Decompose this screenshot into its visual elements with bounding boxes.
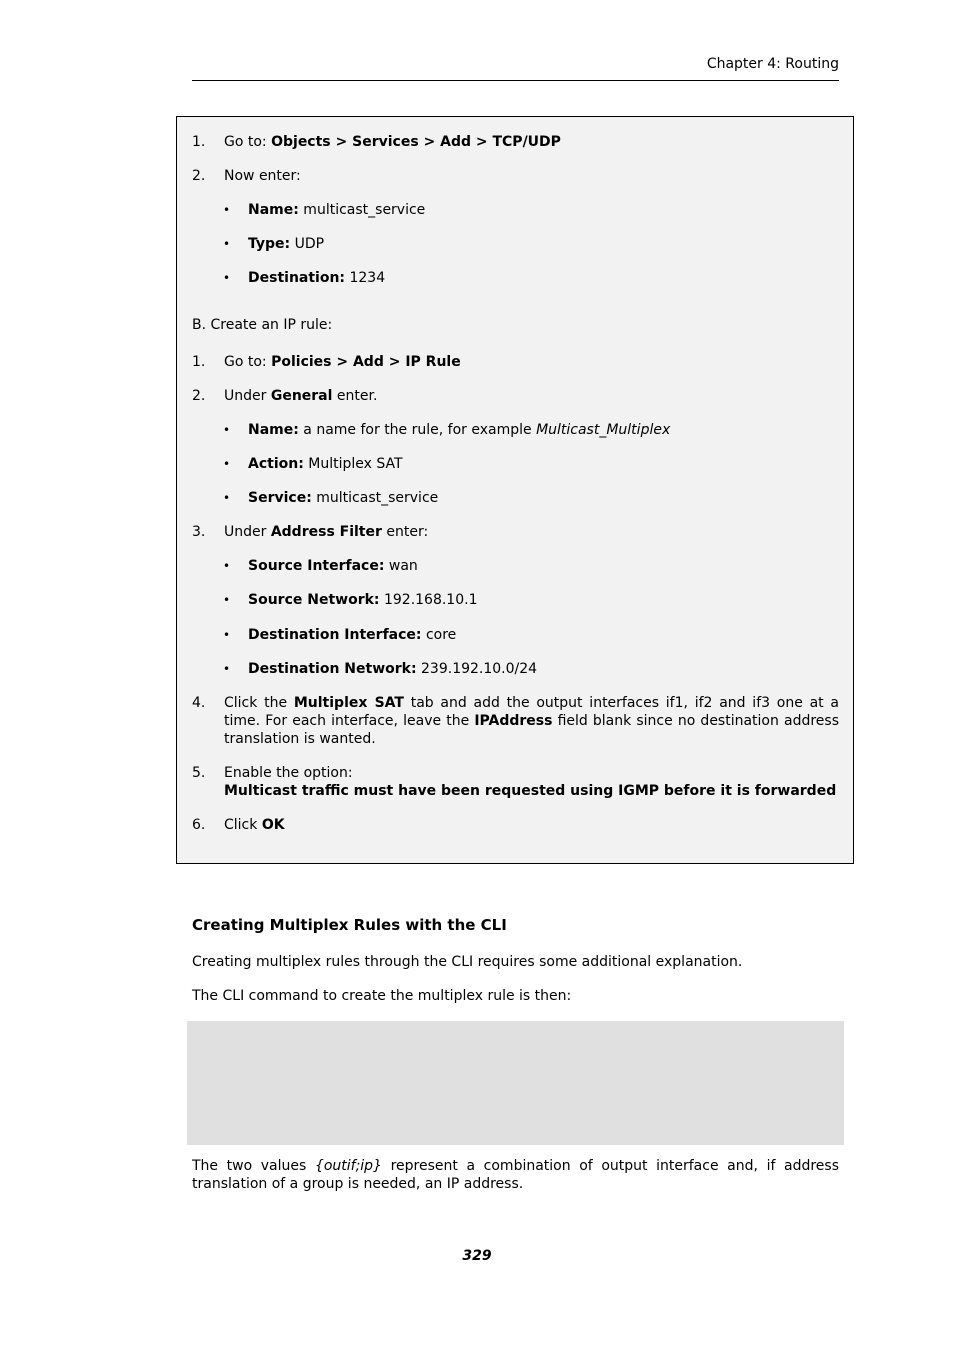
paragraph: The CLI command to create the multiplex rule is then: (192, 988, 572, 1004)
bullet-label: Source Network: (248, 592, 380, 608)
step-text: Enable the option: (224, 765, 353, 781)
step-text-part: Under (224, 524, 271, 540)
step-number: 3. (192, 524, 206, 540)
bullet-label: Source Interface: (248, 558, 385, 574)
bullet-text (248, 235, 324, 253)
step-number: 5. (192, 765, 206, 781)
cli-code-block (187, 1021, 844, 1145)
step-number: 4. (192, 695, 206, 711)
bullet-value: multicast_service (311, 490, 439, 506)
bullet-label: Type: (248, 236, 291, 252)
step-text-part: Go to: (224, 354, 272, 370)
bullet-dot: • (223, 593, 231, 607)
step-text (224, 523, 428, 541)
bullet-dot: • (223, 559, 231, 573)
bullet-value: wan (384, 558, 418, 574)
bullet-dot: • (223, 423, 231, 437)
step-menu-path: Objects > Services > Add > TCP/UDP (271, 134, 561, 150)
bullet-dot: • (223, 457, 231, 471)
header-rule (192, 80, 839, 81)
paragraph-text: The two values (192, 1158, 315, 1174)
step-text (224, 133, 561, 151)
bullet-value: multicast_service (298, 202, 426, 218)
step-number: 6. (192, 817, 206, 833)
bullet-value: a name for the rule, for example (298, 422, 537, 438)
bullet-dot: • (223, 203, 231, 217)
bullet-value: core (421, 627, 457, 643)
bullet-text (248, 269, 385, 287)
section-heading: Creating Multiplex Rules with the CLI (192, 916, 507, 934)
bullet-text (248, 201, 425, 219)
bullet-value: Multiplex SAT (303, 456, 403, 472)
step-text (224, 353, 461, 371)
paragraph: Creating multiplex rules through the CLI requires some additional explanation. (192, 954, 743, 970)
step-option-name: Multicast traffic must have been requested using IGMP before it is forwarded (224, 783, 837, 799)
step-text-part: enter. (332, 388, 378, 404)
bullet-text (248, 455, 403, 473)
step-text-part: Click (224, 817, 262, 833)
paragraph (192, 1157, 839, 1193)
step-text-bold: Multiplex SAT (293, 695, 404, 711)
bullet-value: UDP (290, 236, 325, 252)
bullet-label: Destination Network: (248, 661, 417, 677)
bullet-label: Action: (248, 456, 304, 472)
step-text-part: Under (224, 388, 271, 404)
step-text (224, 694, 839, 748)
step-menu-path: Policies > Add > IP Rule (271, 354, 461, 370)
bullet-text (248, 591, 477, 609)
bullet-label: Name: (248, 422, 299, 438)
bullet-text (248, 557, 418, 575)
step-text-part: field blank since no destination address translation is wanted. (224, 713, 839, 747)
step-text-part: Click the (224, 695, 294, 711)
bullet-dot: • (223, 237, 231, 251)
step-text-bold: General (270, 388, 333, 404)
step-text-part: tab and add the output interfaces if1, if2 and if3 one at a time. For each interface, leave the (224, 695, 839, 729)
bullet-value: 239.192.10.0/24 (416, 661, 538, 677)
header-chapter: Chapter 4: Routing (706, 56, 839, 72)
step-text (224, 816, 285, 834)
step-text: Now enter: (224, 168, 301, 184)
bullet-value: 192.168.10.1 (379, 592, 478, 608)
bullet-value: 1234 (345, 270, 386, 286)
step-number: 2. (192, 388, 206, 404)
step-number: 1. (192, 354, 206, 370)
step-number: 2. (192, 168, 206, 184)
bullet-text (248, 626, 456, 644)
step-text (224, 387, 377, 405)
paragraph-text: represent a combination of output interface and, if address translation of a group is needed, an IP address. (192, 1158, 840, 1192)
bullet-label: Destination Interface: (248, 627, 422, 643)
bullet-dot: • (223, 271, 231, 285)
bullet-text (248, 421, 670, 439)
page-number: 329 (462, 1248, 492, 1264)
bullet-label: Destination: (248, 270, 346, 286)
bullet-text (248, 489, 438, 507)
paragraph-italic: {outif;ip} (314, 1158, 382, 1174)
step-text-part: Go to: (224, 134, 272, 150)
step-text-bold: Address Filter (270, 524, 382, 540)
bullet-text (248, 660, 537, 678)
step-number: 1. (192, 134, 206, 150)
step-text-bold: IPAddress (474, 713, 553, 729)
section-b-intro: B. Create an IP rule: (192, 317, 333, 333)
step-text-part: enter: (381, 524, 429, 540)
bullet-label: Service: (248, 490, 312, 506)
bullet-dot: • (223, 662, 231, 676)
bullet-label: Name: (248, 202, 299, 218)
step-text-bold: OK (261, 817, 285, 833)
bullet-dot: • (223, 491, 231, 505)
bullet-dot: • (223, 628, 231, 642)
bullet-example: Multicast_Multiplex (536, 422, 671, 438)
